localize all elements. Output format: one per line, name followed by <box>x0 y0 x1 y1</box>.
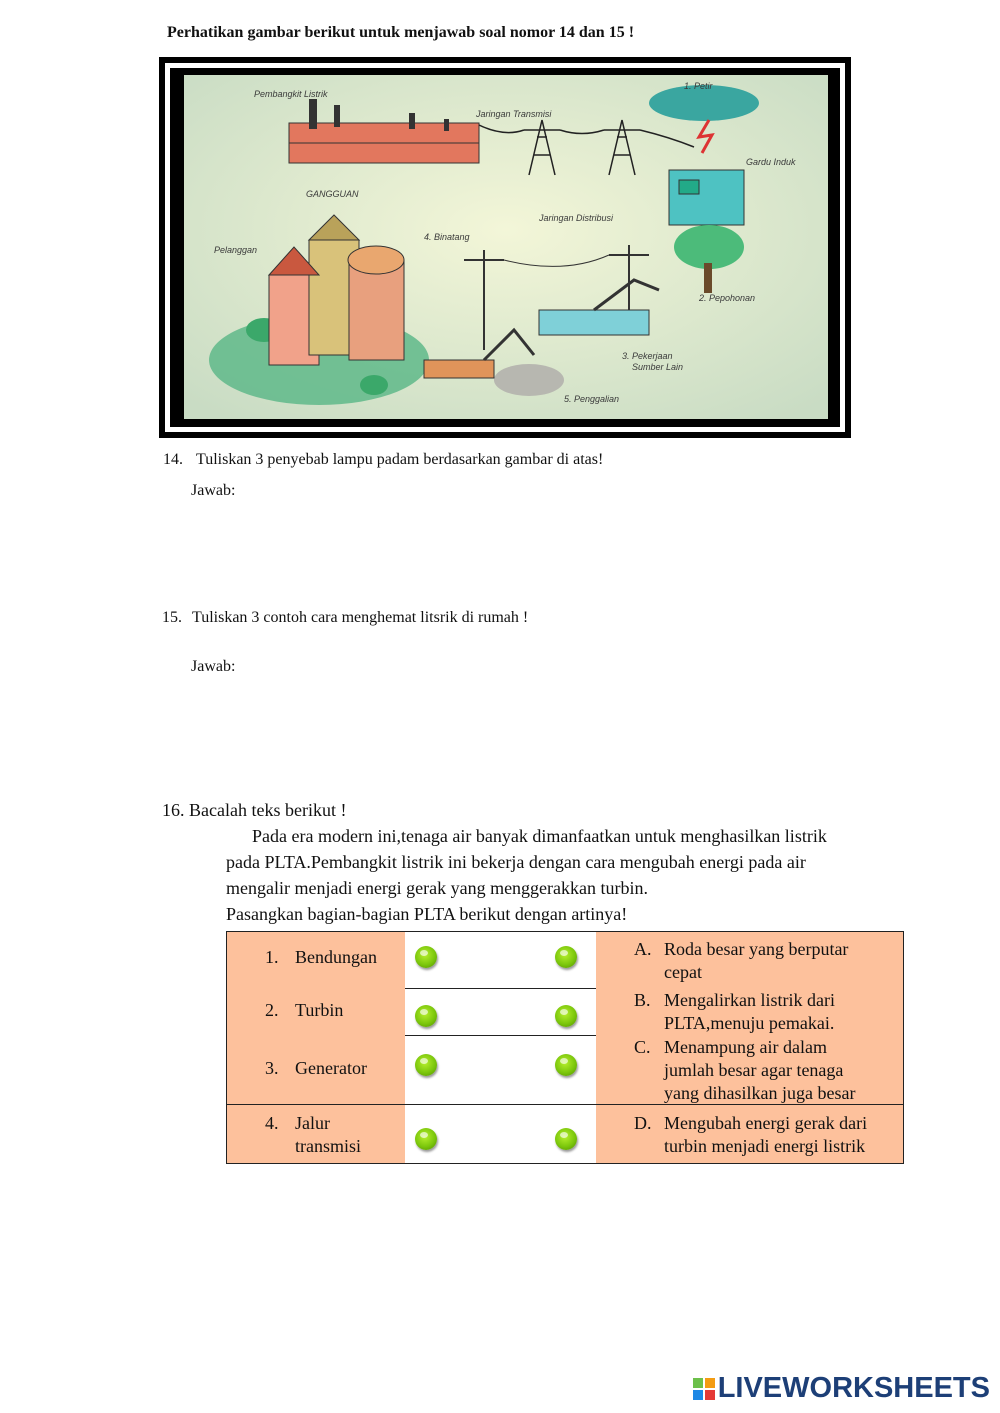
label-pekerjaan: 3. Pekerjaan <box>622 351 673 361</box>
left-connector-dot-3[interactable] <box>415 1054 437 1076</box>
label-pelanggan: Pelanggan <box>214 245 258 255</box>
reading-line-2: pada PLTA.Pembangkit listrik ini bekerja dengan cara mengubah energi pada air <box>226 852 806 872</box>
label-transmisi: Jaringan Transmisi <box>476 109 552 119</box>
left-connector-dot-1[interactable] <box>415 946 437 968</box>
matching-table <box>226 931 904 1164</box>
label-penggalian: 5. Penggalian <box>564 394 620 404</box>
label-pembangkit: Pembangkit Listrik <box>254 89 328 99</box>
question-15-text: Tuliskan 3 contoh cara menghemat litsrik di rumah ! <box>192 609 529 626</box>
right-item-b: B. Mengalirkan listrik dari PLTA,menuju pemakai. <box>634 990 835 1033</box>
label-gangguan: GANGGUAN <box>306 189 359 199</box>
reading-line-3: mengalir menjadi energi gerak yang menggerakkan turbin. <box>226 878 649 898</box>
right-connector-dot-3[interactable] <box>555 1054 577 1076</box>
right-connector-dot-1[interactable] <box>555 946 577 968</box>
label-gardu: Gardu Induk <box>746 157 796 167</box>
matching-instruction: Pasangkan bagian-bagian PLTA berikut dengan artinya! <box>226 904 628 924</box>
question-14-answer-label: Jawab: <box>191 482 236 499</box>
logo-blocks-icon <box>693 1378 715 1400</box>
question-16-title: 16. Bacalah teks berikut ! <box>162 800 347 820</box>
label-distribusi: Jaringan Distribusi <box>539 213 614 223</box>
question-14-number: 14. <box>163 451 183 468</box>
right-item-d: D. Mengubah energi gerak dari turbin menjadi energi listrik <box>634 1113 868 1156</box>
right-connector-dot-4[interactable] <box>555 1128 577 1150</box>
reading-line-1: Pada era modern ini,tenaga air banyak dimanfaatkan untuk menghasilkan listrik <box>252 826 827 846</box>
left-item-4: 4. Jalur transmisi <box>265 1113 361 1156</box>
left-item-3: 3. Generator <box>265 1058 367 1078</box>
left-item-1: 1. Bendungan <box>265 947 377 967</box>
brand-name: LIVEWORKSHEETS <box>717 1372 990 1404</box>
label-sumber-lain: Sumber Lain <box>632 362 684 372</box>
right-connector-dot-2[interactable] <box>555 1005 577 1027</box>
question-15-number: 15. <box>162 609 182 626</box>
illustration-frame <box>159 57 851 438</box>
question-14-text: Tuliskan 3 penyebab lampu padam berdasarkan gambar di atas! <box>196 451 604 468</box>
left-item-2: 2. Turbin <box>265 1000 344 1020</box>
instruction-heading: Perhatikan gambar berikut untuk menjawab soal nomor 14 dan 15 ! <box>167 24 635 41</box>
right-item-a: A. Roda besar yang berputar cepat <box>634 939 849 982</box>
question-15-answer-label: Jawab: <box>191 658 236 675</box>
label-pepohonan: 2. Pepohonan <box>699 293 756 303</box>
left-connector-dot-2[interactable] <box>415 1005 437 1027</box>
left-connector-dot-4[interactable] <box>415 1128 437 1150</box>
label-petir: 1. Petir <box>684 81 713 91</box>
right-item-c: C. Menampung air dalam jumlah besar agar tenaga yang dihasilkan juga besar <box>634 1037 856 1103</box>
label-binatang: 4. Binatang <box>424 232 470 242</box>
liveworksheets-logo <box>693 1372 990 1405</box>
power-disruption-illustration <box>184 75 828 419</box>
